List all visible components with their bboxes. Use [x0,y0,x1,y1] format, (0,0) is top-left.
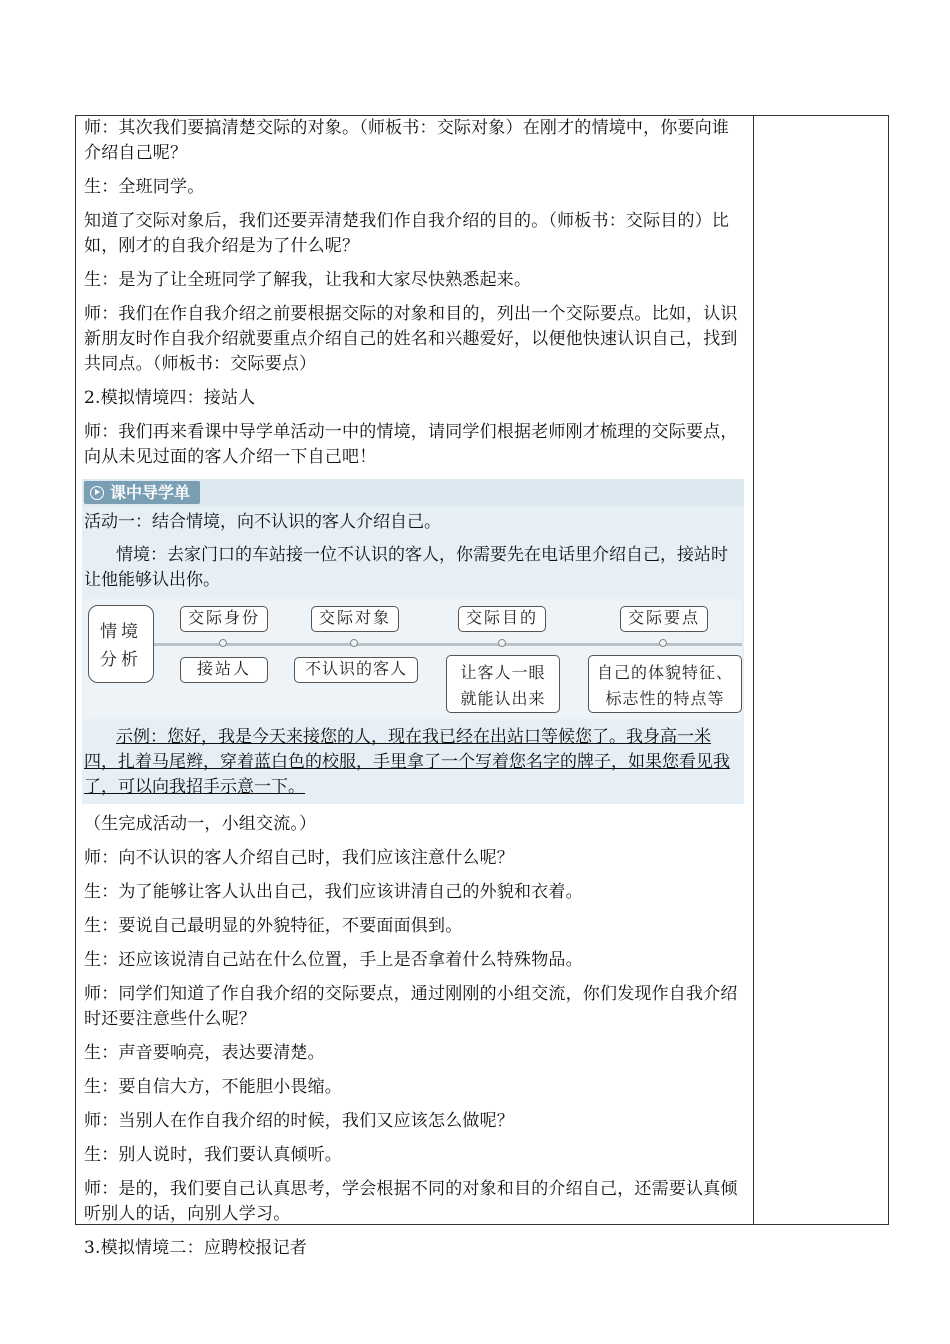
timeline [154,643,742,646]
paragraph: 师：我们在作自我介绍之前要根据交际的对象和目的，列出一个交际要点。比如，认识新朋友时作自我介绍就要重点介绍自己的姓名和兴趣爱好，以便他快速认识自己，找到共同点。（师板书：交际要点） [84,304,738,374]
timeline-dot [659,639,667,647]
section-heading: 2.模拟情境四：接站人 [84,388,256,408]
activity-text: 活动一：结合情境，向不认识的客人介绍自己。 [84,512,441,532]
paragraph: 生：全班同学。 [84,177,205,197]
bottom-node-line: 自己的体貌特征、 [596,663,733,682]
paragraph: 生：还应该说清自己站在什么位置，手上是否拿着什么特殊物品。 [84,950,583,970]
top-node: 交际身份 [180,606,268,632]
paragraph: 生：要自信大方，不能胆小畏缩。 [84,1077,342,1097]
timeline-dot [498,639,506,647]
timeline-dot [350,639,358,647]
paragraph: 生：为了能够让客人认出自己，我们应该讲清自己的外貌和衣着。 [84,882,583,902]
top-node: 交际要点 [620,606,708,632]
top-node: 交际目的 [458,606,546,632]
bottom-node: 不认识的客人 [294,657,418,683]
paragraph: 师：其次我们要搞清楚交际的对象。（师板书：交际对象）在刚才的情境中，你要向谁介绍自己呢？ [84,118,730,163]
guide-header [82,479,744,506]
timeline-dot [219,639,227,647]
paragraph: 师：我们再来看课中导学单活动一中的情境，请同学们根据老师刚才梳理的交际要点，向从未见过面的客人介绍一下自己吧！ [84,422,738,467]
bottom-node [446,655,560,713]
situation-diagram [84,599,742,719]
root-label: 分析 [100,650,142,670]
root-node [88,605,154,683]
root-label: 情境 [100,622,142,642]
paragraph: 师：同学们知道了作自我介绍的交际要点，通过刚刚的小组交流，你们发现作自我介绍时还要注意些什么呢？ [84,984,738,1029]
example-text: 示例：您好，我是今天来接您的人，现在我已经在出站口等候您了。我身高一米四，扎着马尾辫，穿着蓝白色的校服，手里拿了一个写着您名字的牌子，如果您看见我了，可以向我招手示意一下。 [84,727,730,797]
top-node: 交际对象 [311,606,399,632]
bottom-node-line: 标志性的特点等 [605,689,725,708]
paragraph: 生：声音要响亮，表达要清楚。 [84,1043,325,1063]
paragraph: 师：向不认识的客人介绍自己时，我们应该注意什么呢？ [84,848,514,868]
paragraph: 生：别人说时，我们要认真倾听。 [84,1145,342,1165]
situation-text: 情境：去家门口的车站接一位不认识的客人，你需要先在电话里介绍自己，接站时让他能够认出你。 [84,545,728,590]
guide-tab-label: 课中导学单 [110,483,191,502]
paragraph: （生完成活动一，小组交流。） [84,814,317,834]
paragraph: 生：是为了让全班同学了解我，让我和大家尽快熟悉起来。 [84,270,532,290]
paragraph: 知道了交际对象后，我们还要弄清楚我们作自我介绍的目的。（师板书：交际目的）比如，刚才的自我介绍是为了什么呢？ [84,211,730,256]
bottom-node-line: 就能认出来 [460,689,546,708]
guide-tab [84,481,200,504]
bottom-node-line: 让客人一眼 [460,663,546,682]
lesson-content [84,116,744,1270]
play-icon [90,486,104,500]
guide-box [82,479,744,804]
bottom-node: 接站人 [180,657,268,683]
paragraph: 师：当别人在作自我介绍的时候，我们又应该怎么做呢？ [84,1111,514,1131]
bottom-node [588,655,742,713]
column-divider [753,115,754,1225]
paragraph: 师：是的，我们要自己认真思考，学会根据不同的对象和目的介绍自己，还需要认真倾听别人的话，向别人学习。 [84,1179,738,1224]
paragraph: 生：要说自己最明显的外貌特征，不要面面俱到。 [84,916,463,936]
guide-body [82,506,744,804]
section-heading: 3.模拟情境二：应聘校报记者 [84,1238,308,1258]
